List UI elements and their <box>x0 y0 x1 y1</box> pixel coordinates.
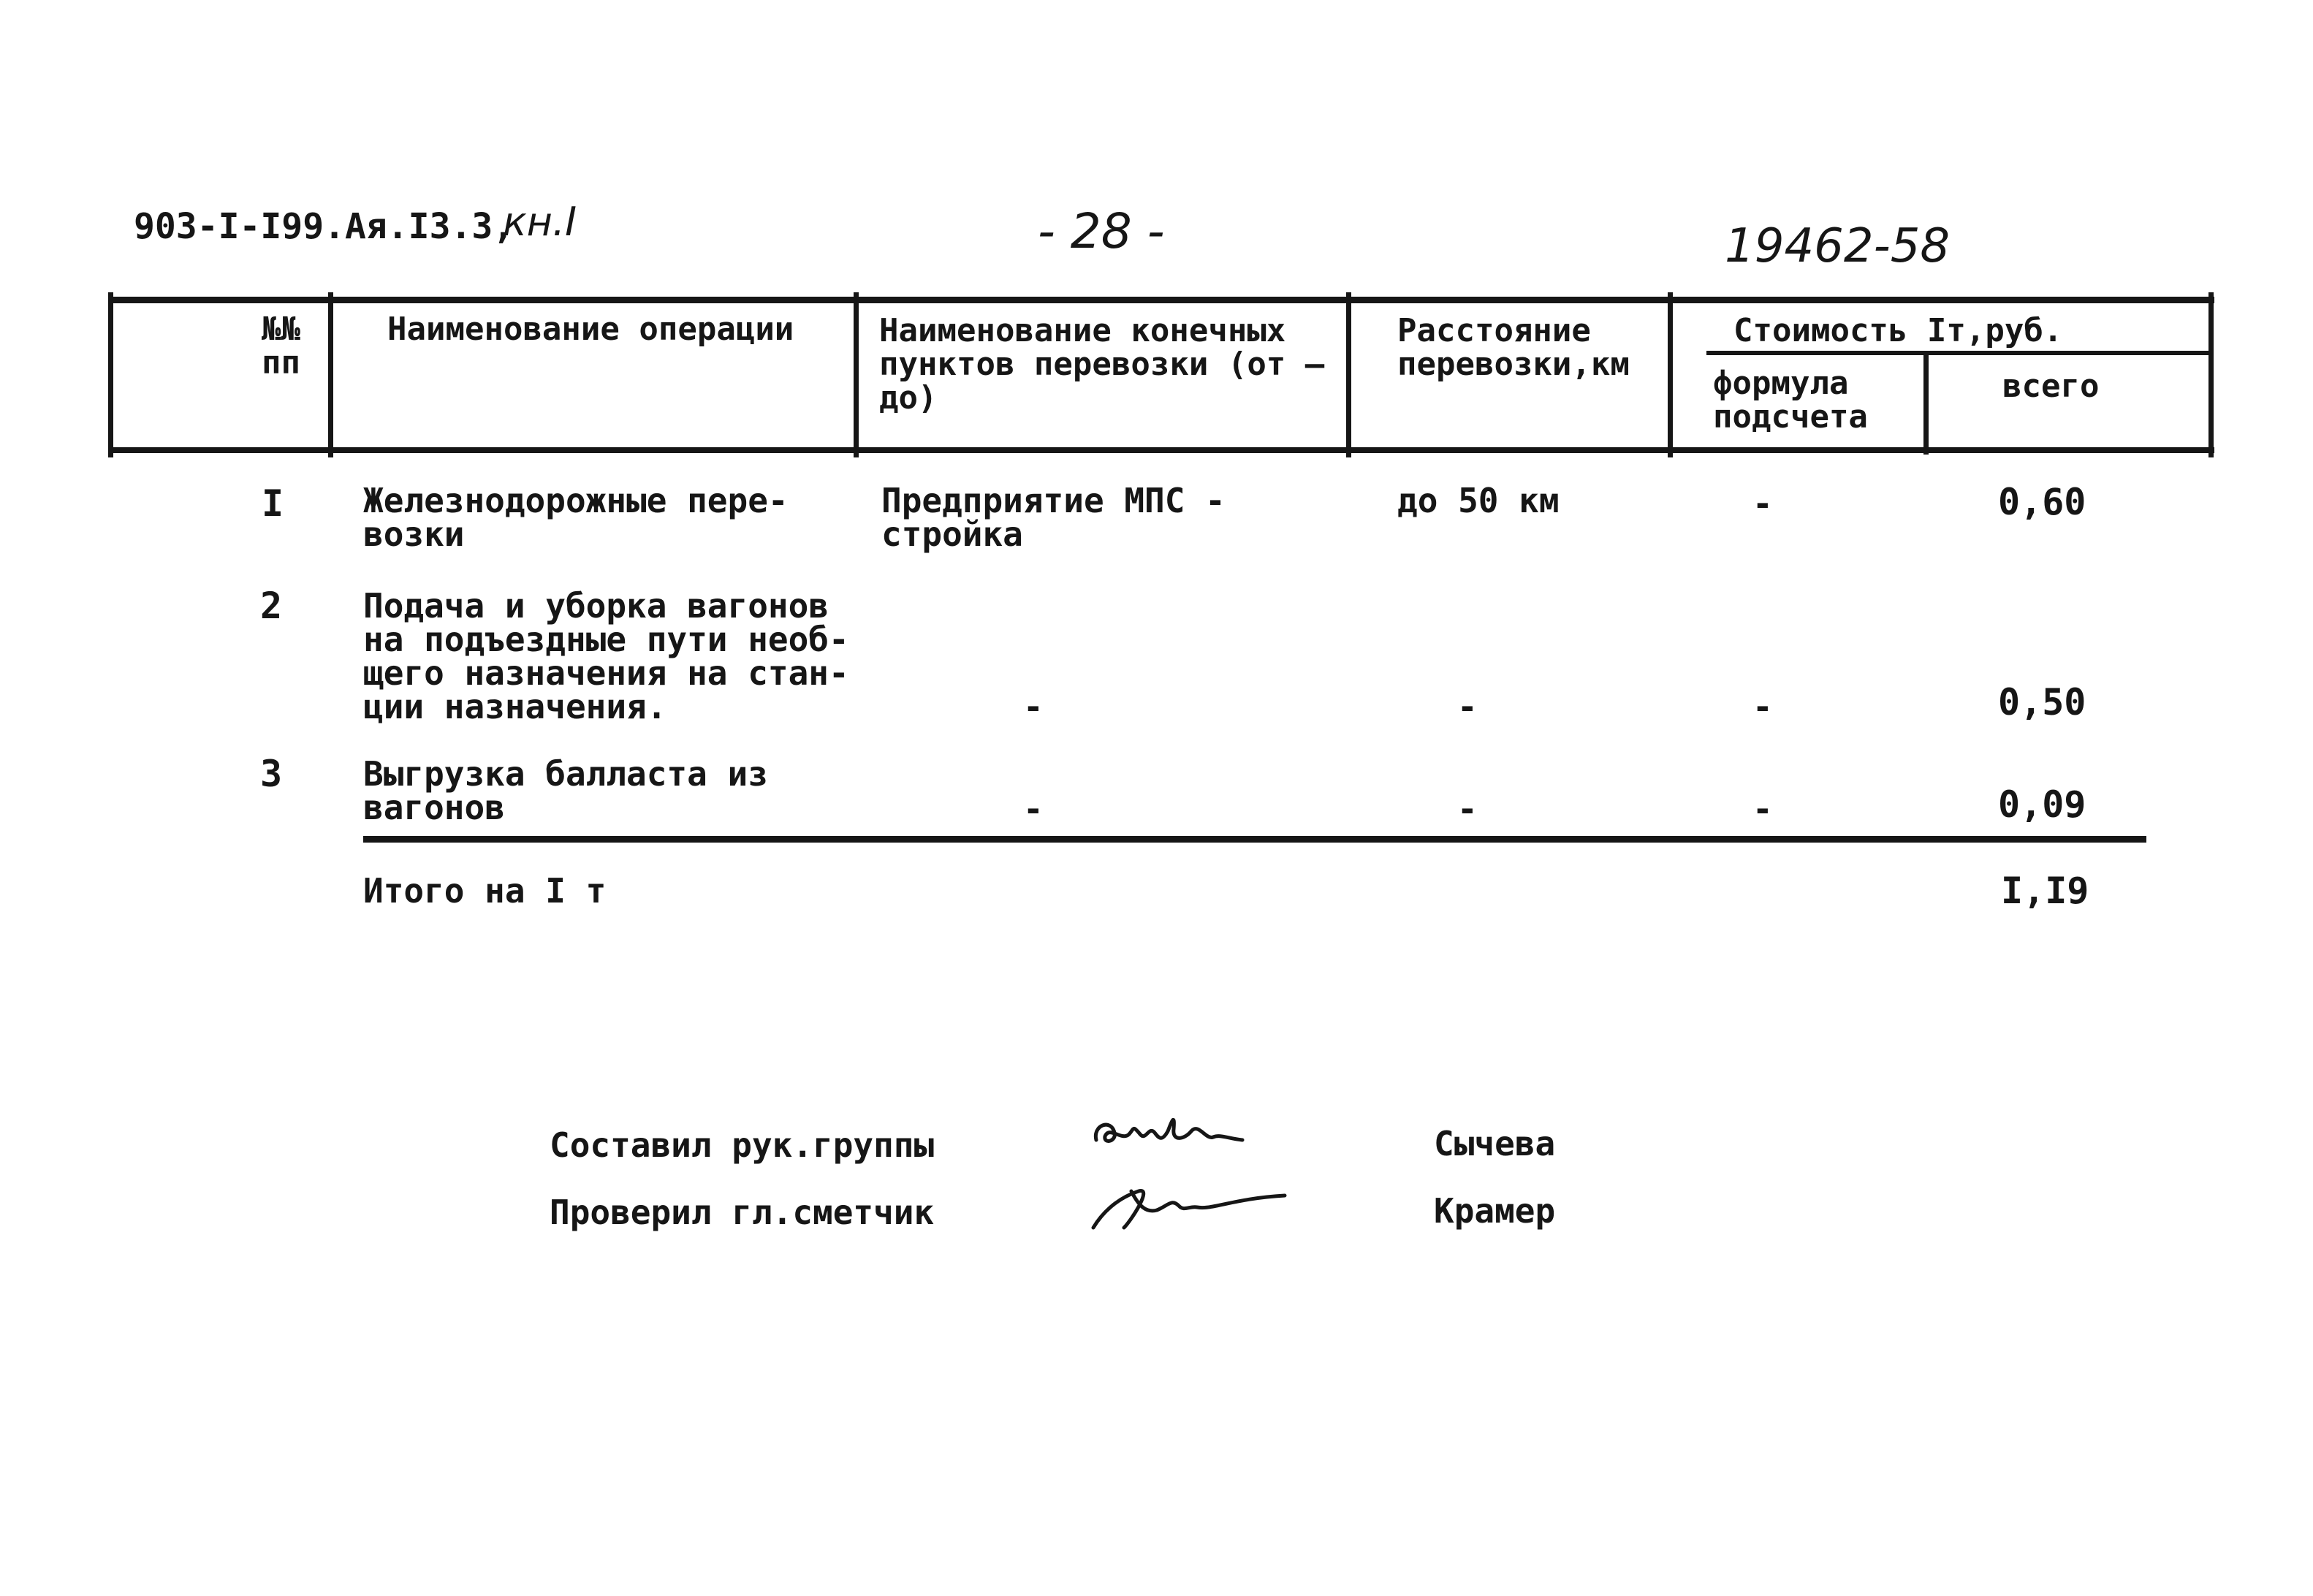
total-cost: 0,50 <box>1998 681 2086 723</box>
inventory-number: 19462-58 <box>1725 219 1951 273</box>
column-divider <box>328 292 333 457</box>
total-value: I,I9 <box>2001 870 2089 912</box>
header-distance: Расстояние перевозки,км <box>1397 312 1630 383</box>
document-book: кн.I <box>503 199 577 245</box>
operation-name: Выгрузка балласта из вагонов <box>363 754 768 827</box>
table-header-bottom-border <box>108 447 2214 453</box>
checker-signature <box>1087 1169 1292 1242</box>
column-divider <box>854 292 859 457</box>
total-cost: 0,09 <box>1998 783 2086 826</box>
column-divider <box>1668 292 1673 457</box>
operation-name: Железнодорожные пере- возки <box>363 481 789 554</box>
page-number: - 28 - <box>1038 203 1165 259</box>
distance: до 50 км <box>1397 481 1560 520</box>
end-points: - <box>1023 687 1044 726</box>
column-divider <box>1346 292 1351 457</box>
compiler-signature <box>1089 1096 1264 1162</box>
distance: - <box>1457 789 1478 829</box>
checked-by-label: Проверил гл.сметчик <box>550 1193 935 1232</box>
total-separator-line <box>363 836 2146 843</box>
document-code: 903-I-I99.Ая.I3.3, <box>134 206 514 247</box>
header-cost: Стоимость Iт,руб. <box>1733 312 2063 349</box>
end-points: - <box>1023 789 1044 829</box>
formula: - <box>1752 789 1773 829</box>
header-formula: формула подсчета <box>1713 365 1868 436</box>
compiled-by-label: Составил рук.группы <box>550 1125 935 1165</box>
operation-name: Подача и уборка вагонов на подъездные пути необ- щего назначения на стан- ции назначения. <box>363 586 849 726</box>
header-total: всего <box>2002 368 2100 405</box>
checker-name: Крамер <box>1434 1191 1556 1231</box>
end-points: Предприятие МПС - стройка <box>881 481 1226 554</box>
row-number: I <box>262 482 284 525</box>
compiler-name: Сычева <box>1434 1124 1556 1163</box>
table-left-border <box>108 292 113 457</box>
header-end-points: Наименование конечных пунктов перевозки (от – до) <box>879 312 1325 417</box>
header-operation: Наименование операции <box>387 311 794 348</box>
formula: - <box>1752 484 1773 523</box>
total-label: Итого на I т <box>363 871 607 911</box>
table-right-border <box>2208 292 2214 457</box>
table-top-border <box>108 297 2214 303</box>
row-number: 3 <box>260 753 283 795</box>
distance: - <box>1457 687 1478 726</box>
total-cost: 0,60 <box>1998 481 2086 523</box>
header-number: №№ пп <box>262 311 300 381</box>
cost-group-divider <box>1706 351 2214 355</box>
row-number: 2 <box>260 585 283 627</box>
formula: - <box>1752 687 1773 726</box>
column-divider <box>1923 352 1929 455</box>
